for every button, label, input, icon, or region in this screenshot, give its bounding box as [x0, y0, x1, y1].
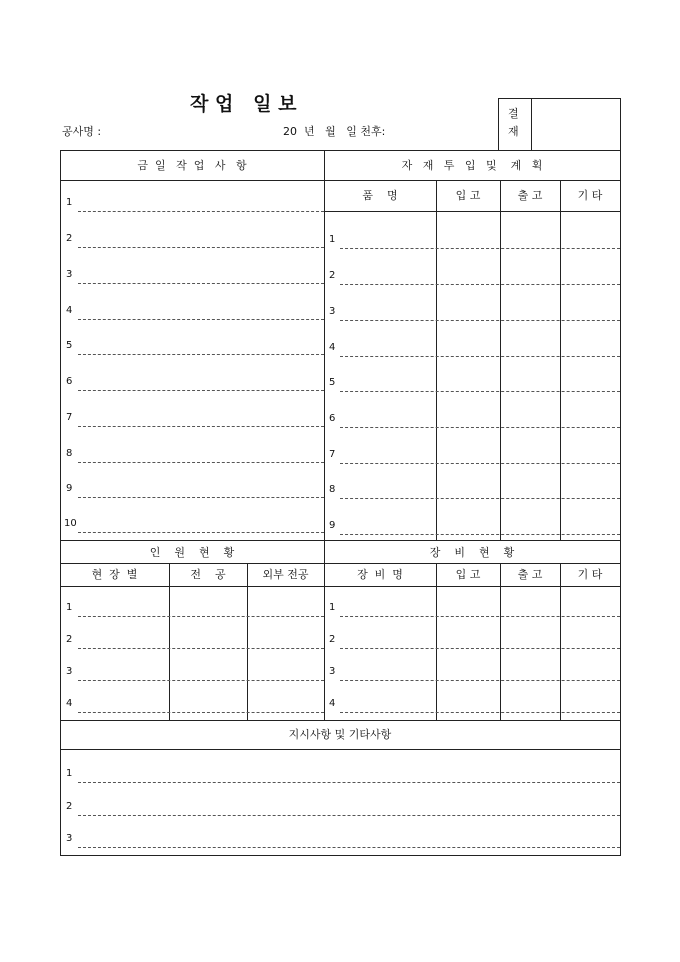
- equipment-row-number: 3: [329, 666, 336, 677]
- today-work-row-number: 5: [66, 340, 73, 351]
- date-weather-label: 20 년 월 일 천후:: [283, 125, 386, 138]
- personnel-col-external: 외부 전공: [262, 568, 309, 581]
- instruction-row-number: 2: [66, 801, 73, 812]
- equipment-status-header: 장 비 현 황: [429, 546, 515, 559]
- today-work-header: 금 일 작 업 사 항: [137, 159, 247, 172]
- material-col-out: 출 고: [517, 189, 543, 202]
- form-title: 작 업 일 보: [190, 93, 297, 115]
- material-row-number: 5: [329, 377, 336, 388]
- material-row-number: 1: [329, 234, 336, 245]
- project-name-label: 공사명 :: [62, 125, 102, 138]
- equipment-row-number: 4: [329, 698, 336, 709]
- personnel-col-worker: 전 공: [190, 568, 226, 581]
- material-col-etc: 기 타: [577, 189, 603, 202]
- instruction-row-number: 1: [66, 768, 73, 779]
- material-row-number: 9: [329, 520, 336, 531]
- personnel-row-number: 1: [66, 602, 73, 613]
- approval-label-top: 결: [508, 107, 519, 120]
- today-work-row-number: 3: [66, 269, 73, 280]
- instructions-header: 지시사항 및 기타사항: [288, 728, 392, 741]
- personnel-col-site: 현 장 별: [91, 568, 138, 581]
- today-work-row-number: 2: [66, 233, 73, 244]
- today-work-row-number: 4: [66, 305, 73, 316]
- material-col-item: 품 명: [362, 189, 398, 202]
- approval-label-bottom: 재: [508, 125, 519, 138]
- equipment-row-number: 2: [329, 634, 336, 645]
- personnel-status-header: 인 원 현 황: [149, 546, 235, 559]
- equipment-row-number: 1: [329, 602, 336, 613]
- today-work-row-number: 1: [66, 197, 73, 208]
- today-work-row-number: 6: [66, 376, 73, 387]
- personnel-row-number: 4: [66, 698, 73, 709]
- equipment-col-out: 출 고: [517, 568, 543, 581]
- material-row-number: 4: [329, 342, 336, 353]
- equipment-col-in: 입 고: [455, 568, 481, 581]
- material-col-in: 입 고: [455, 189, 481, 202]
- today-work-row-number: 8: [66, 448, 73, 459]
- material-row-number: 7: [329, 449, 336, 460]
- today-work-row-number: 10: [64, 518, 77, 529]
- material-row-number: 6: [329, 413, 336, 424]
- personnel-row-number: 2: [66, 634, 73, 645]
- material-plan-header: 자 재 투 입 및 계 획: [401, 159, 543, 172]
- today-work-row-number: 7: [66, 412, 73, 423]
- equipment-col-etc: 기 타: [577, 568, 603, 581]
- equipment-col-name: 장 비 명: [357, 568, 403, 581]
- today-work-row-number: 9: [66, 483, 73, 494]
- material-row-number: 3: [329, 306, 336, 317]
- material-row-number: 2: [329, 270, 336, 281]
- personnel-row-number: 3: [66, 666, 73, 677]
- material-row-number: 8: [329, 484, 336, 495]
- instruction-row-number: 3: [66, 833, 73, 844]
